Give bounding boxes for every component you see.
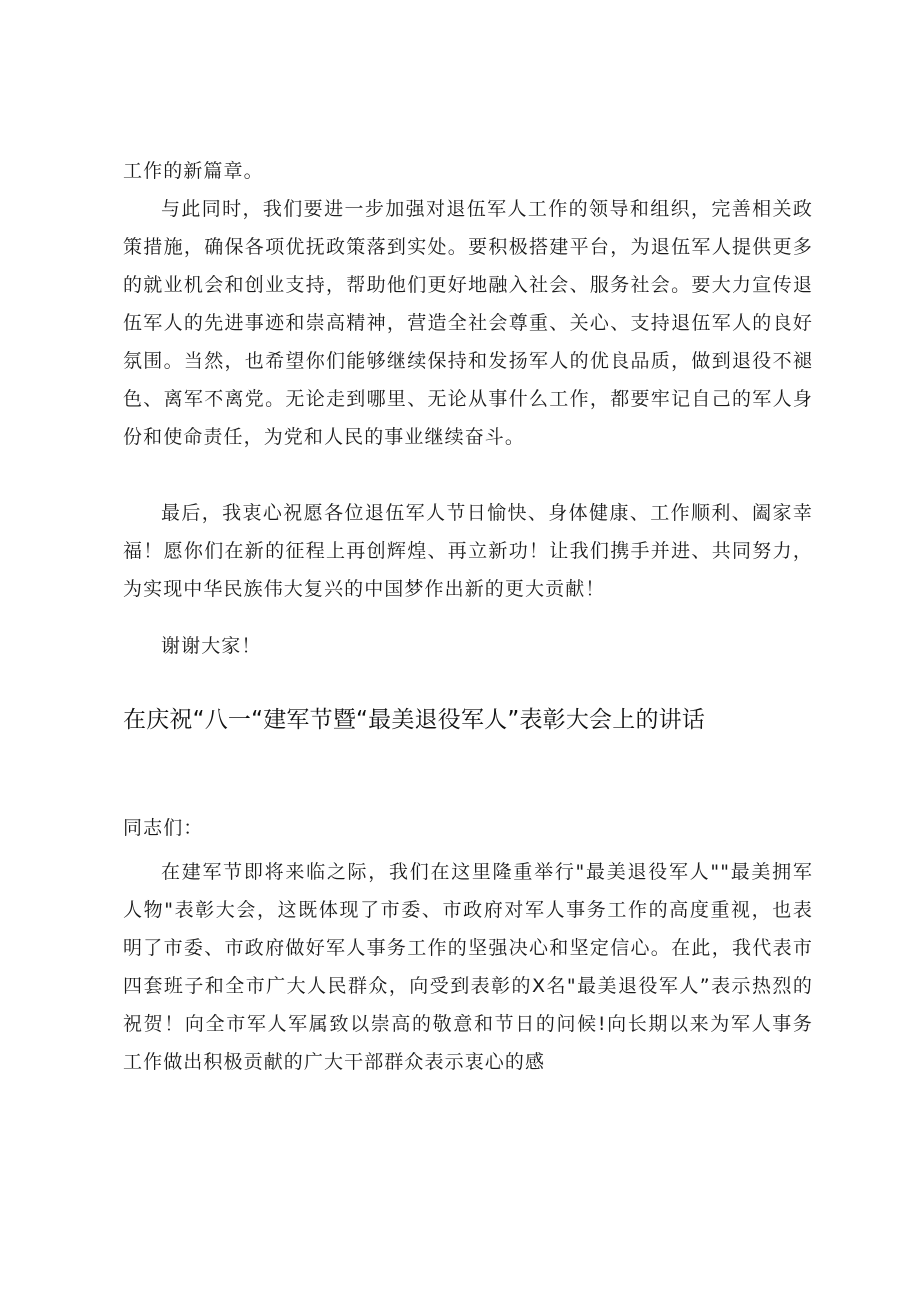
closing-thanks: 谢谢大家！ — [161, 635, 262, 657]
speech-title: 在庆祝“八一“建军节暨“最美退役军人”表彰大会上的讲话 — [123, 707, 706, 733]
paragraph-measures: 与此同时，我们要进一步加强对退伍军人工作的领导和组织，完善相关政策措施，确保各项优抚政策落到实处。要积极搭建平台，为退伍军人提供更多的就业机会和创业支持，帮助他们更好地融入社会、服务社会。要大力宣传退伍军人的先进事迹和崇高精神，营造全社会尊重、关心、支持退伍军人的良好氛围。当然，也希望你们能够继续保持和发扬军人的优良品质，做到退役不褪色、离军不离党。无论走到哪里、无论从事什么工作，都要牢记自己的军人身份和使命责任，为党和人民的事业继续奋斗。 — [123, 198, 813, 448]
continuation-text: 工作的新篇章。 — [123, 160, 264, 182]
paragraph-opening: 在建军节即将来临之际，我们在这里隆重举行"最美退役军人""最美拥军人物"表彰大会，这既体现了市委、市政府对军人事务工作的高度重视，也表明了市委、市政府做好军人事务工作的坚强决心和坚定信心。在此，我代表市四套班子和全市广大人民群众，向受到表彰的X名"最美退役军人”表示热烈的祝贺！向全市军人军属致以崇高的敬意和节日的问候!向长期以来为军人事务工作做出积极贡献的广大干部群众表示衷心的感 — [123, 861, 813, 1073]
paragraph-wishes: 最后，我衷心祝愿各位退伍军人节日愉快、身体健康、工作顺利、阖家幸福！愿你们在新的征程上再创辉煌、再立新功！让我们携手并进、共同努力，为实现中华民族伟大复兴的中国梦作出新的更大贡献！ — [123, 502, 813, 600]
salutation: 同志们： — [123, 817, 204, 839]
